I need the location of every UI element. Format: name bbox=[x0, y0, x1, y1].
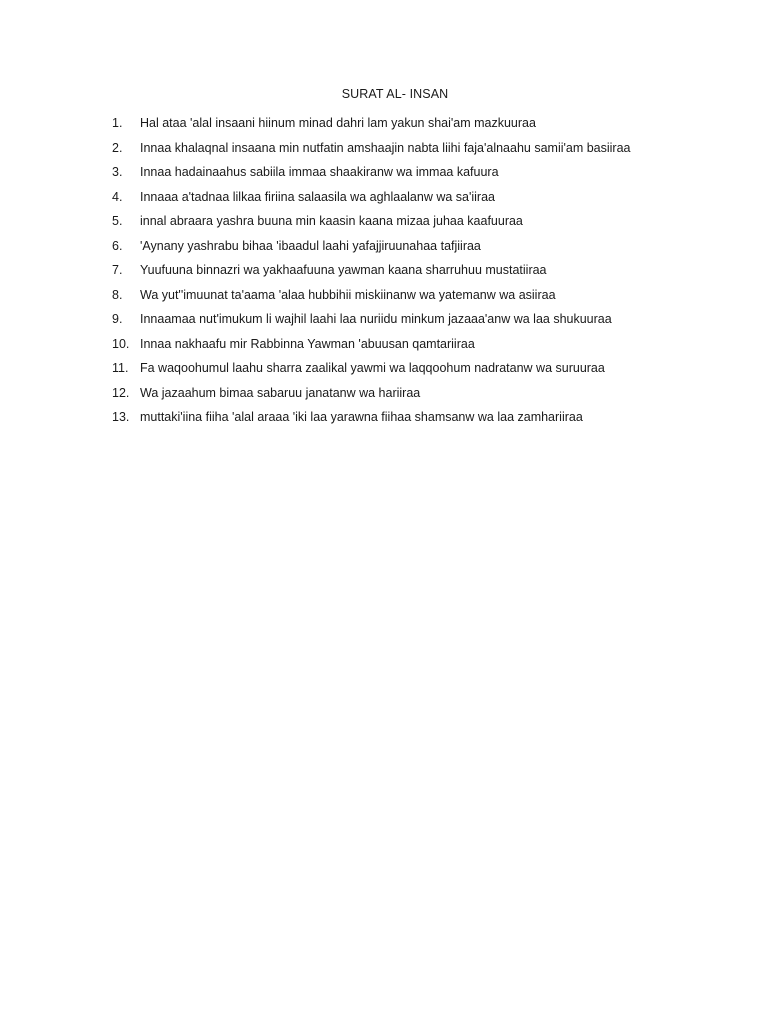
verse-item bbox=[112, 212, 712, 237]
verse-number: 12. bbox=[112, 385, 130, 400]
verse-item bbox=[112, 261, 712, 286]
verse-item bbox=[112, 139, 712, 164]
verse-item bbox=[112, 163, 712, 188]
verse-text: Innaa nakhaafu mir Rabbinna Yawman 'abuusan qamtariiraa bbox=[140, 336, 475, 351]
verse-text: Wa jazaahum bimaa sabaruu janatanw wa hariiraa bbox=[140, 385, 421, 400]
verse-item bbox=[112, 384, 712, 409]
verse-item bbox=[112, 286, 712, 311]
verse-list bbox=[112, 114, 712, 433]
verse-item bbox=[112, 237, 712, 262]
verse-item bbox=[112, 359, 712, 384]
verse-number: 7. bbox=[112, 263, 123, 277]
verse-text: muttaki'iina fiiha 'alal araaa 'iki laa yarawna fiihaa shamsanw wa laa zamhariiraa bbox=[140, 410, 583, 424]
verse-text: innal abraara yashra buuna min kaasin kaana mizaa juhaa kaafuuraa bbox=[140, 214, 523, 228]
verse-item bbox=[112, 408, 712, 433]
verse-number: 6. bbox=[112, 238, 123, 253]
verse-text: Innaaa a'tadnaa lilkaa firiina salaasila wa aghlaalanw wa sa'iiraa bbox=[140, 189, 495, 204]
verse-text: 'Aynany yashrabu bihaa 'ibaadul laahi yafajjiruunahaa tafjiiraa bbox=[140, 238, 481, 253]
verse-item bbox=[112, 335, 712, 360]
verse-item bbox=[112, 114, 712, 139]
verse-text: Innaa khalaqnal insaana min nutfatin amshaajin nabta liihi faja'alnaahu samii'am basiiraa bbox=[140, 140, 631, 155]
verse-number: 5. bbox=[112, 214, 123, 228]
verse-number: 3. bbox=[112, 165, 123, 179]
verse-number: 13. bbox=[112, 410, 130, 424]
verse-number: 2. bbox=[112, 140, 123, 155]
verse-item bbox=[112, 310, 712, 335]
verse-text: Innaamaa nut'imukum li wajhil laahi laa nuriidu minkum jazaaa'anw wa laa shukuuraa bbox=[140, 312, 612, 326]
verse-number: 8. bbox=[112, 287, 123, 302]
verse-text: Fa waqoohumul laahu sharra zaalikal yawmi wa laqqoohum nadratanw wa suruuraa bbox=[140, 361, 605, 375]
verse-text: Wa yut''imuunat ta'aama 'alaa hubbihii miskiinanw wa yatemanw wa asiiraa bbox=[140, 287, 556, 302]
verse-text: Hal ataa 'alal insaani hiinum minad dahri lam yakun shai'am mazkuuraa bbox=[140, 116, 536, 130]
verse-number: 9. bbox=[112, 312, 123, 326]
verse-item bbox=[112, 188, 712, 213]
verse-number: 4. bbox=[112, 189, 123, 204]
verse-text: Innaa hadainaahus sabiila immaa shaakiranw wa immaa kafuura bbox=[140, 165, 499, 179]
verse-number: 10. bbox=[112, 336, 130, 351]
verse-text: Yuufuuna binnazri wa yakhaafuuna yawman kaana sharruhuu mustatiiraa bbox=[140, 263, 547, 277]
verse-number: 1. bbox=[112, 116, 123, 130]
page-title: SURAT AL- INSAN bbox=[341, 87, 449, 101]
verse-number: 11. bbox=[112, 361, 129, 375]
